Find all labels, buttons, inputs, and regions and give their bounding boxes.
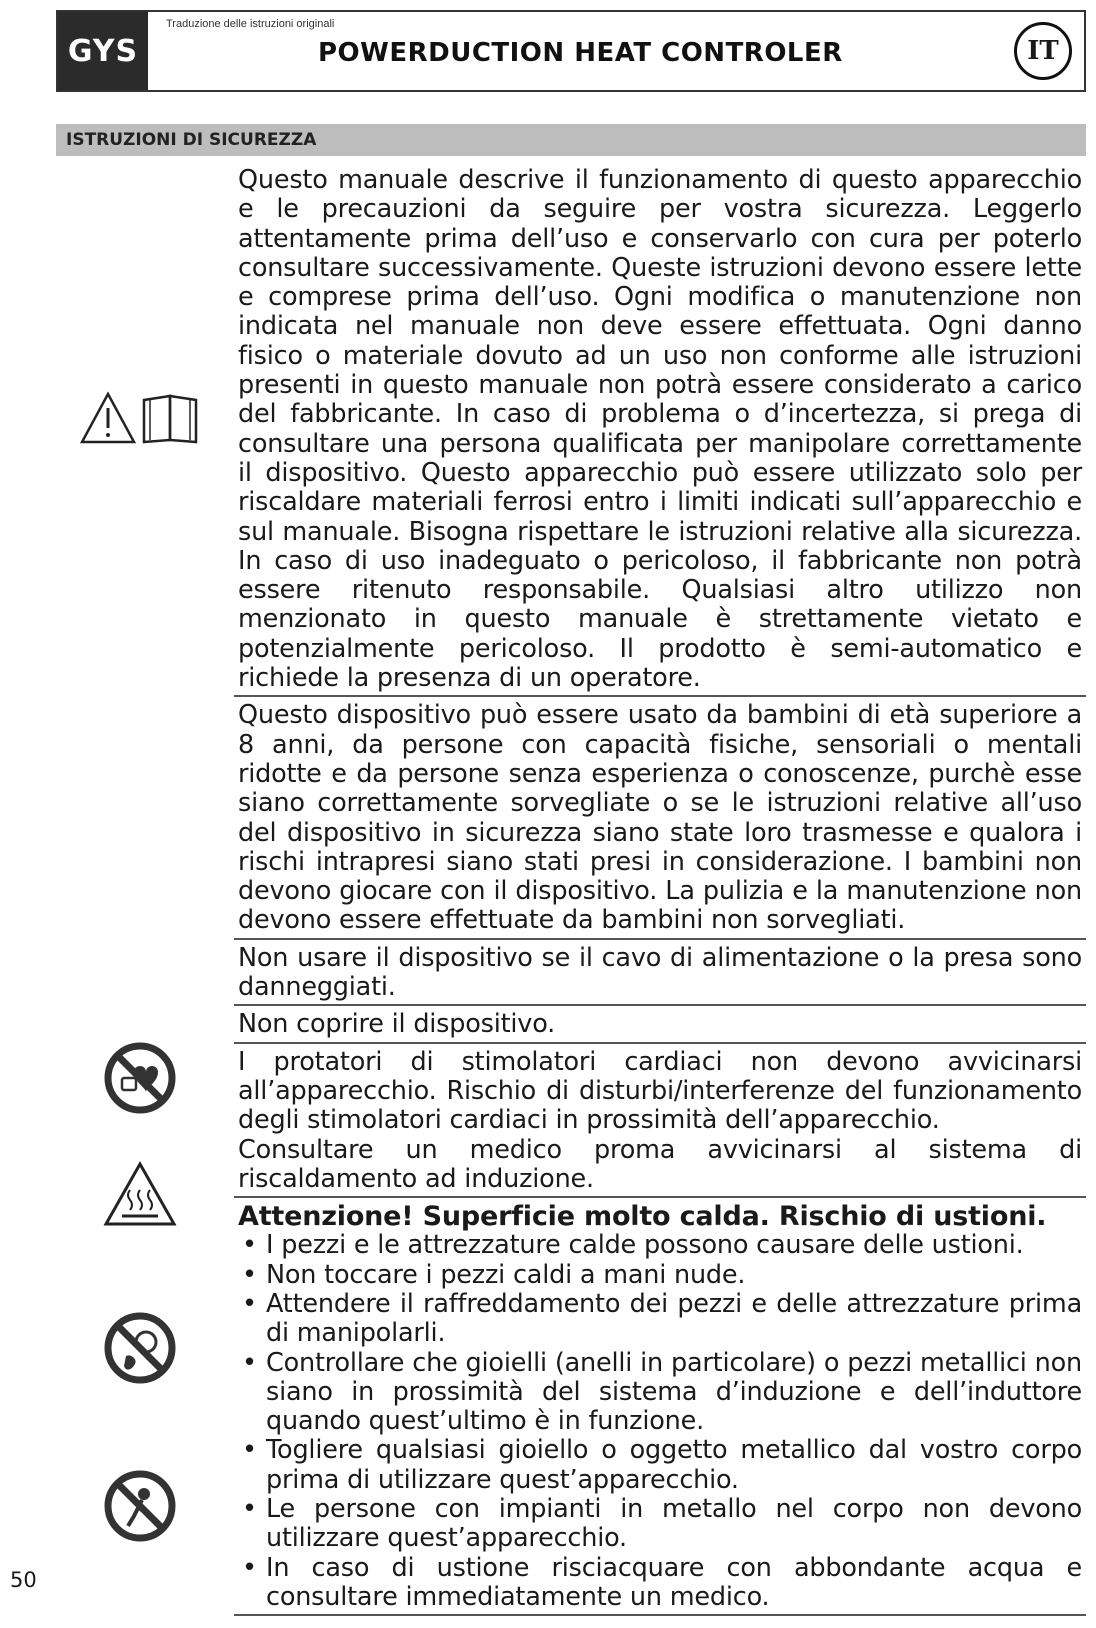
safety-content <box>234 166 1086 1616</box>
page-title: POWERDUCTION HEAT CONTROLER <box>318 38 843 68</box>
no-metal-implant-icon <box>104 1470 176 1542</box>
hot-surface-icon <box>102 1160 178 1228</box>
cover-paragraph <box>234 1006 1086 1043</box>
pacemaker-text-1: I protatori di stimolatori cardiaci non devono avvicinarsi all’apparecchio. Rischio di disturbi/interferenze del funzionamento degli stimolatori cardiaci in prossimità dell’apparecchio. <box>238 1046 1082 1136</box>
list-item: • Le persone con impianti in metallo nel corpo non devono utilizzare quest’apparecchio. <box>266 1495 1082 1554</box>
list-item: • Non toccare i pezzi caldi a mani nude. <box>266 1261 1082 1290</box>
manual-text: Questo manuale descrive il funzionamento di questo apparecchio e le precauzioni da seguire per vostra sicurezza. Leggerlo attentamente prima dell’uso e conservarlo con cura per poterlo consultare successivamente. Queste istruzioni devono essere lette e comprese prima dell’uso. Ogni modifica o manutenzione non indicata nel manuale non deve essere effettuata. Ogni danno fisico o materiale dovuto ad un uso non conforme alle istruzioni presenti in questo manuale non potrà essere considerato a carico del fabbricante. In caso di problema o d’incertezza, si prega di consultare una persona qualificata per manipolare correttamente il dispositivo. Questo apparecchio può essere utilizzato solo per riscaldare materiali ferrosi entro i limiti indicati sull’apparecchio e sul manuale. Bisogna rispettare le istruzioni relative alla sicurezza. In caso di uso inadeguato o pericoloso, il fabbricante non potrà essere ritenuto responsabile. Qualsiasi altro utilizzo non menzionato in questo manuale è strettamente vietato e potenzialmente pericoloso. Il prodotto è semi-automatico e richiede la presenza di un operatore. <box>238 165 1082 694</box>
hot-surface-paragraph <box>234 1198 1086 1616</box>
page-header <box>56 10 1086 92</box>
cable-paragraph <box>234 940 1086 1007</box>
language-badge: IT <box>1014 22 1072 80</box>
manual-paragraph <box>234 166 1086 697</box>
children-text: Questo dispositivo può essere usato da bambini di età superiore a 8 anni, da persone con capacità fisiche, sensoriali o mentali ridotte e da persone senza esperienza o conoscenze, purchè esse siano correttamente sorvegliate o se le istruzioni relative all’uso del dispositivo in sicurezza siano state loro trasmesse e qualora i rischi intrapresi siano stati presi in considerazione. I bambini non devono giocare con il dispositivo. La pulizia e la manutenzione non devono essere effettuate da bambini non sorvegliati. <box>238 700 1082 936</box>
header-subtitle: Traduzione delle istruzioni originali <box>166 18 335 30</box>
no-pacemaker-icon <box>104 1042 176 1114</box>
cover-text: Non coprire il dispositivo. <box>238 1009 556 1040</box>
page-number: 50 <box>10 1568 37 1592</box>
pacemaker-paragraph <box>234 1044 1086 1198</box>
list-item: • In caso di ustione risciacquare con abbondante acqua e consultare immediatamente un medico. <box>266 1554 1082 1613</box>
list-item: • I pezzi e le attrezzature calde possono causare delle ustioni. <box>266 1231 1082 1260</box>
pacemaker-text-2: Consultare un medico proma avvicinarsi al sistema di riscaldamento ad induzione. <box>238 1134 1082 1194</box>
list-item: • Togliere qualsiasi gioiello o oggetto metallico dal vostro corpo prima di utilizzare quest’apparecchio. <box>266 1436 1082 1495</box>
children-paragraph <box>234 697 1086 939</box>
cable-text: Non usare il dispositivo se il cavo di alimentazione o la presa sono danneggiati. <box>238 942 1082 1003</box>
hot-surface-title: Attenzione! Superficie molto calda. Rischio di ustioni. <box>238 1201 1047 1233</box>
list-item: • Attendere il raffreddamento dei pezzi e delle attrezzature prima di manipolarli. <box>266 1290 1082 1349</box>
no-metal-jewelry-icon <box>104 1312 176 1384</box>
section-title: ISTRUZIONI DI SICUREZZA <box>56 124 1086 156</box>
hot-surface-list <box>238 1231 1082 1612</box>
list-item: • Controllare che gioielli (anelli in particolare) o pezzi metallici non siano in prossimità del sistema d’induzione e dell’induttore quando quest’ultimo è in funzione. <box>266 1349 1082 1437</box>
gys-logo: GYS <box>58 12 148 90</box>
warning-read-manual-icon <box>80 390 200 446</box>
